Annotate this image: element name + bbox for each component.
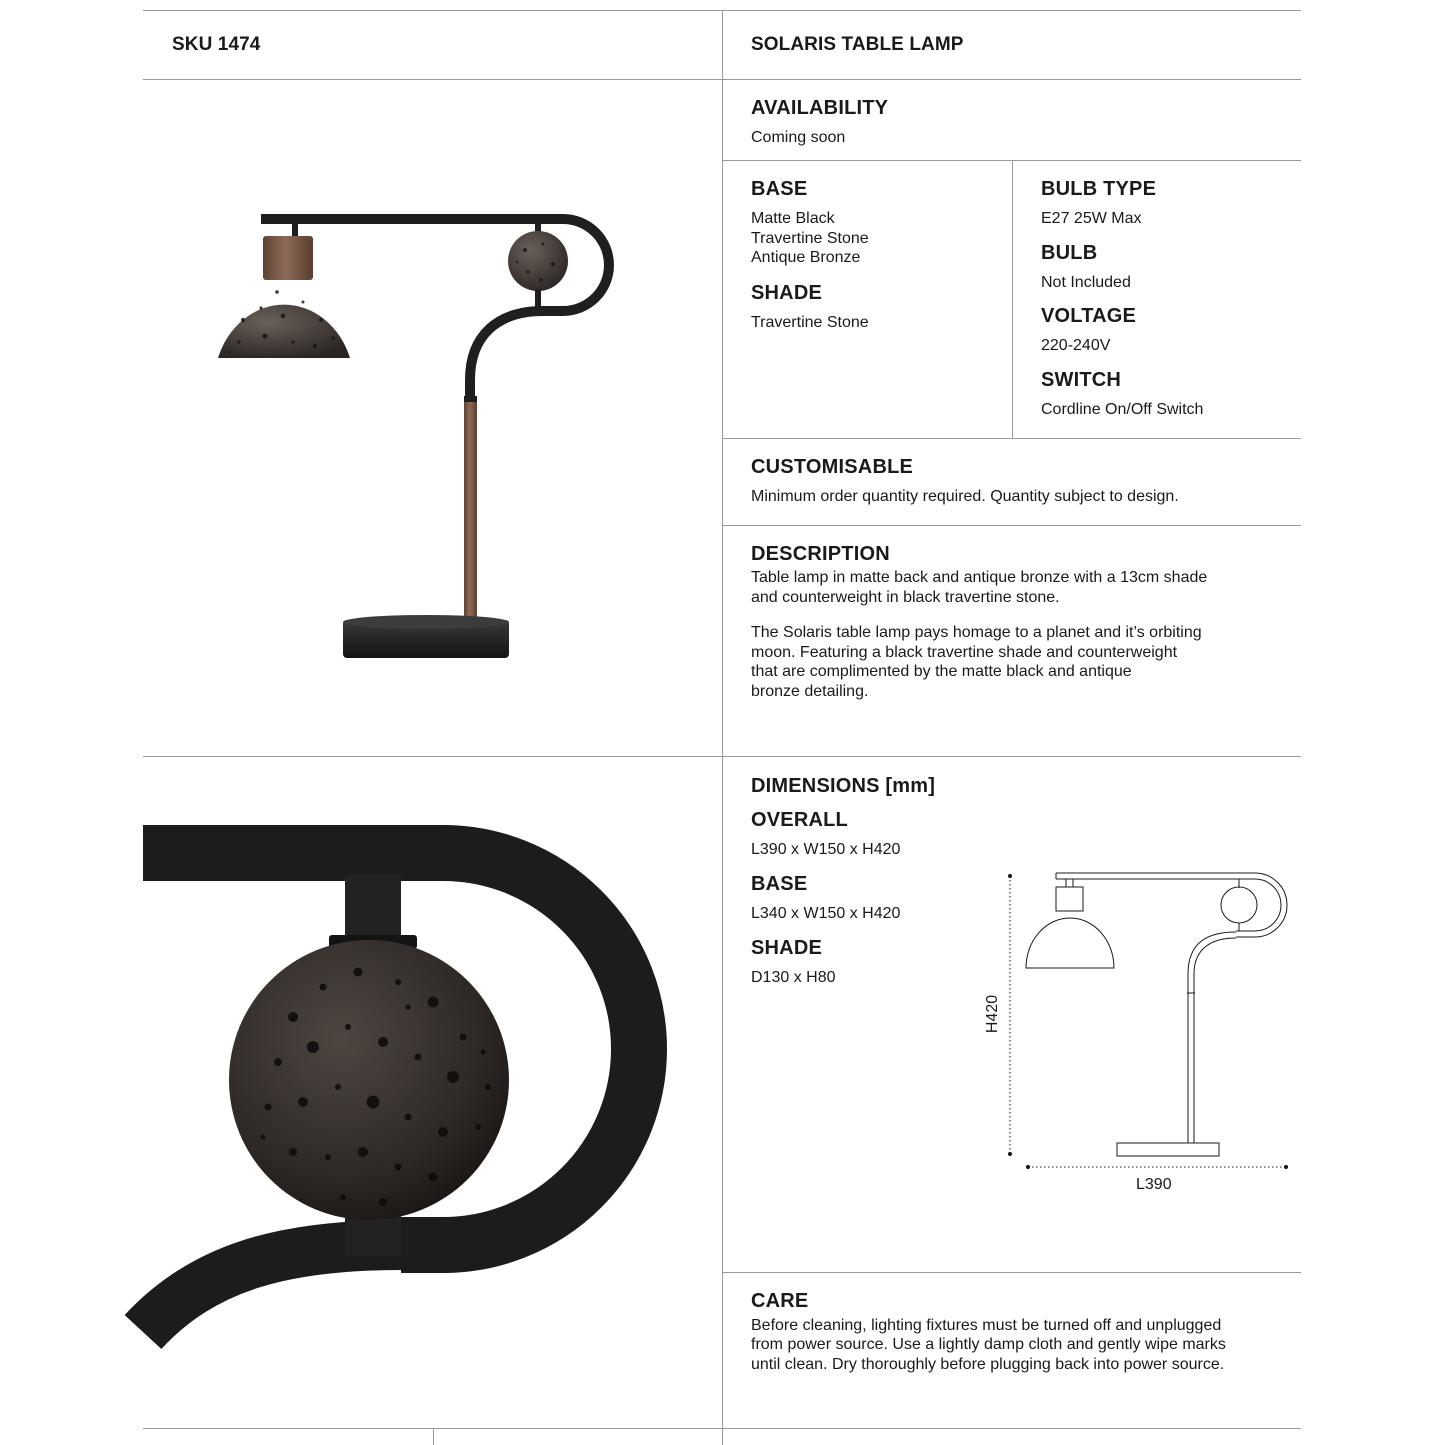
product-photo — [143, 80, 723, 756]
description-p2-line-2: moon. Featuring a black travertine shade and counterweight — [751, 644, 1178, 661]
voltage-value: 220-240V — [1041, 337, 1111, 354]
customisable-value: Minimum order quantity required. Quantity subject to design. — [751, 488, 1179, 505]
base-value-2: Travertine Stone — [751, 230, 869, 247]
voltage-heading: VOLTAGE — [1041, 305, 1137, 327]
customisable-heading: CUSTOMISABLE — [751, 456, 914, 478]
description-p2-line-1: The Solaris table lamp pays homage to a planet and it’s orbiting — [751, 624, 1202, 641]
care-heading: CARE — [751, 1290, 809, 1312]
dimension-drawing — [990, 862, 1300, 1202]
rule-bottom-stub — [433, 1429, 434, 1445]
sku-label: SKU 1474 — [172, 34, 261, 55]
base-value-3: Antique Bronze — [751, 249, 861, 266]
description-p2-line-4: bronze detailing. — [751, 683, 869, 700]
detail-photo — [143, 757, 723, 1428]
bulb-heading: BULB — [1041, 242, 1098, 264]
care-line-3: until clean. Dry thoroughly before plugging back into power source. — [751, 1356, 1225, 1373]
availability-heading: AVAILABILITY — [751, 97, 889, 119]
bulb-type-value: E27 25W Max — [1041, 210, 1142, 227]
product-name: SOLARIS TABLE LAMP — [751, 34, 964, 55]
description-p1-line-2: and counterweight in black travertine stone. — [751, 589, 1060, 606]
bulb-value: Not Included — [1041, 274, 1131, 291]
description-p2-line-3: that are complimented by the matte black and antique — [751, 663, 1132, 680]
base-heading: BASE — [751, 178, 808, 200]
shade-heading: SHADE — [751, 282, 823, 304]
overall-heading: OVERALL — [751, 809, 848, 831]
dimensions-heading: DIMENSIONS [mm] — [751, 775, 936, 797]
dim-shade-heading: SHADE — [751, 937, 823, 959]
bulb-type-heading: BULB TYPE — [1041, 178, 1157, 200]
care-line-2: from power source. Use a lightly damp cloth and gently wipe marks — [751, 1336, 1226, 1353]
switch-heading: SWITCH — [1041, 369, 1122, 391]
length-dimension-label: L390 — [1136, 1176, 1172, 1193]
rule-specs-bottom — [723, 438, 1301, 439]
height-dimension-label: H420 — [984, 994, 1002, 1034]
base-value-1: Matte Black — [751, 210, 835, 227]
shade-value: Travertine Stone — [751, 314, 869, 331]
care-line-1: Before cleaning, lighting fixtures must be turned off and unplugged — [751, 1317, 1222, 1334]
switch-value: Cordline On/Off Switch — [1041, 401, 1204, 418]
description-p1-line-1: Table lamp in matte back and antique bronze with a 13cm shade — [751, 569, 1208, 586]
rule-customisable-bottom — [723, 525, 1301, 526]
rule-dimensions-bottom — [723, 1272, 1301, 1273]
dim-base-heading: BASE — [751, 873, 808, 895]
availability-value: Coming soon — [751, 129, 846, 146]
dim-shade-value: D130 x H80 — [751, 969, 836, 986]
dim-base-value: L340 x W150 x H420 — [751, 905, 901, 922]
description-heading: DESCRIPTION — [751, 543, 890, 565]
overall-value: L390 x W150 x H420 — [751, 841, 901, 858]
rule-specs-split — [1012, 161, 1013, 438]
